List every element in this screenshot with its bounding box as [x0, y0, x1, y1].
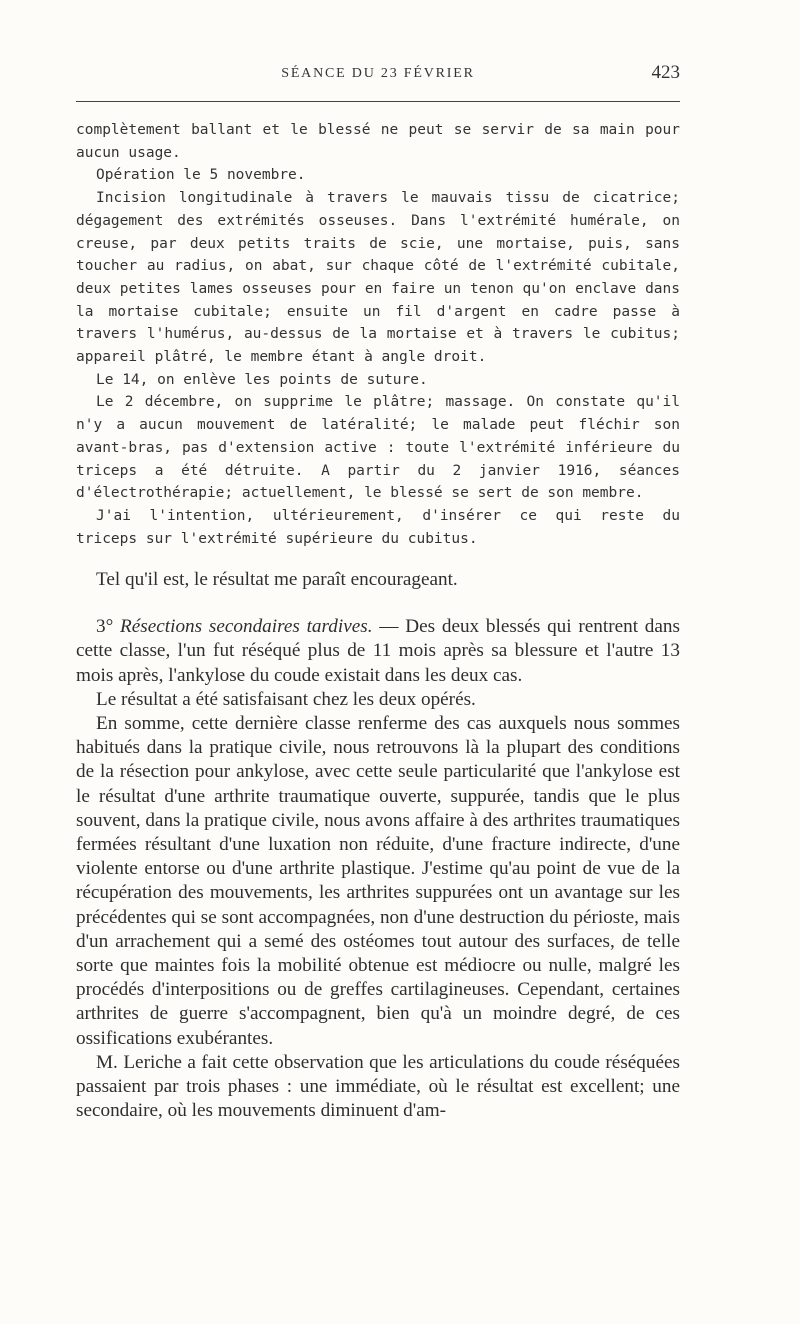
observation-paragraph: complètement ballant et le blessé ne peut se servir de sa main pour aucun usage. — [76, 122, 680, 161]
observation-paragraph: J'ai l'intention, ultérieurement, d'insérer ce qui reste du triceps sur l'extrémité supérieure du cubitus. — [76, 507, 680, 547]
running-head — [76, 60, 680, 90]
text-paragraph: M. Leriche a fait cette observation que les articulations du coude réséquées passaient par trois phases : une immédiate, où le résultat est excellent; une secondaire, où les mouvements diminuent d'am- — [76, 1051, 680, 1122]
main-text — [76, 568, 680, 1123]
text-paragraph: En somme, cette dernière classe renferme des cas auxquels nous sommes habitués dans la pratique civile, nous retrouvons là la plupart des conditions de la résection pour ankylose, avec cette seule particularité que l'ankylose est le résultat d'une arthrite traumatique ouverte, suppurée, tandis que le plus souvent, dans la pratique civile, nous avons affaire à des arthrites traumatiques fermées résultant d'une luxation non réduite, d'une fracture indirecte, d'une violente entorse ou d'une arthrite plastique. J'estime qu'au point de vue de la récupération des mouvements, les arthrites suppurées ont un avantage sur les précédentes qui se sont accompagnées, non d'une destruction du périoste, mais d'un arrachement qui a semé des ostéomes tout autour des surfaces, de telle sorte que maintes fois la mobilité obtenue est médiocre ou nulle, malgré les procédés d'interpositions ou de greffes cartilagineuses. Cependant, certaines arthrites de guerre s'accompagnent, bien qu'à un moindre degré, de ces ossifications exubérantes. — [76, 713, 680, 1049]
observation-paragraph: Incision longitudinale à travers le mauvais tissu de cicatrice; dégagement des extrémités osseuses. Dans l'extrémité humérale, on creuse, par deux petits traits de scie, une mortaise, puis, sans toucher au radius, on abat, sur chaque côté de l'extrémité cubitale, deux petites lames osseuses pour en faire un tenon qu'on enclave dans la mortaise cubitale; ensuite un fil d'argent en cadre passe à travers l'humérus, au-dessus de la mortaise et à travers le cubitus; appareil plâtré, le membre étant à angle droit. — [76, 190, 680, 366]
header-rule — [76, 101, 680, 102]
page-number: 423 — [651, 62, 680, 83]
running-title: SÉANCE DU 23 FÉVRIER — [281, 66, 475, 81]
section-number: 3° — [96, 616, 121, 638]
section-paragraph — [76, 615, 680, 688]
text-paragraph: Le résultat a été satisfaisant chez les deux opérés. — [96, 688, 476, 710]
observation-paragraph: Le 14, on enlève les points de suture. — [96, 371, 428, 388]
observation-paragraph: Opération le 5 novembre. — [96, 167, 306, 184]
section-heading: Résections secondaires tardives. — [120, 616, 373, 638]
paragraph-spacer — [76, 592, 680, 615]
section-text: — Des deux blessés qui rentrent dans cette classe, l'un fut réséqué plus de 11 mois après sa blessure et l'autre 13 mois après, l'ankylose du coude existait dans les deux cas. — [76, 616, 680, 686]
case-observation — [76, 119, 680, 550]
observation-paragraph: Le 2 décembre, on supprime le plâtre; massage. On constate qu'il n'y a aucun mouvement de latéralité; le malade peut fléchir son avant-bras, pas d'extension active : toute l'extrémité inférieure du triceps a été détruite. A partir du 2 janvier 1916, séances d'électrothérapie; actuellement, le blessé se sert de son membre. — [76, 394, 680, 502]
text-paragraph: Tel qu'il est, le résultat me paraît encourageant. — [96, 569, 458, 590]
